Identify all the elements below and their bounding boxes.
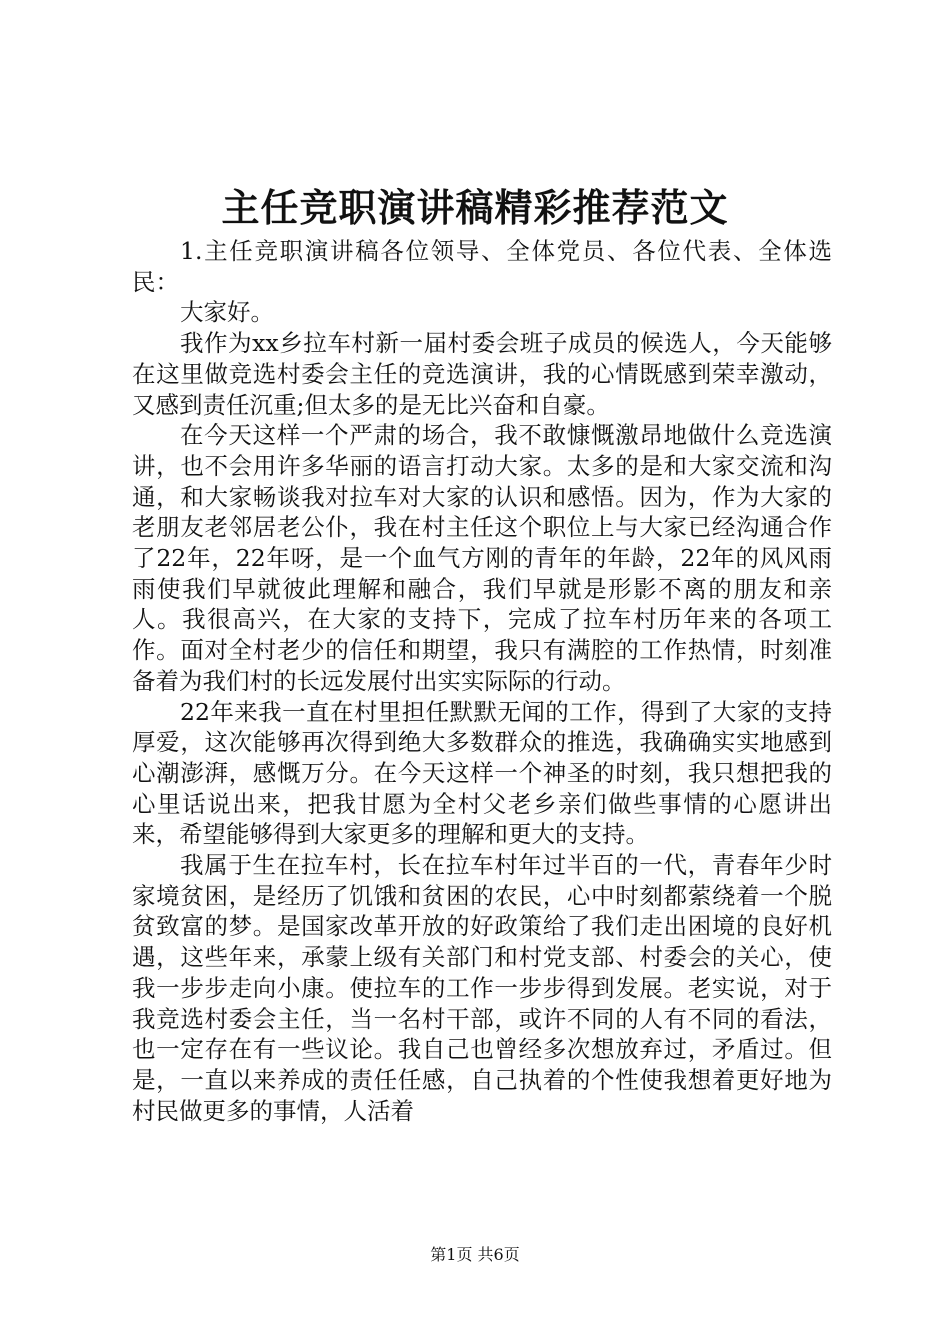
paragraph: 大家好。 xyxy=(180,298,274,327)
paragraph: 我作为xx乡拉车村新一届村委会班子成员的候选人，今天能够在这里做竞选村委会主任的竞选演讲，我的心情既感到荣幸激动，又感到责任沉重;但太多的是无比兴奋和自豪。 xyxy=(132,329,832,419)
paragraph: 22年来我一直在村里担任默默无闻的工作，得到了大家的支持厚爱，这次能够再次得到绝大多数群众的推选，我确确实实地感到心潮澎湃，感慨万分。在今天这样一个神圣的时刻，我只想把我的心里话说出来，把我甘愿为全村父老乡亲们做些事情的心愿讲出来，希望能够得到大家更多的理解和更大的支持。 xyxy=(132,697,832,849)
paragraph: 我属于生在拉车村，长在拉车村年过半百的一代，青春年少时家境贫困，是经历了饥饿和贫困的农民，心中时刻都萦绕着一个脱贫致富的梦。是国家改革开放的好政策给了我们走出困境的良好机遇，这些年来，承蒙上级有关部门和村党支部、村委会的关心，使我一步步走向小康。使拉车的工作一步步得到发展。老实说，对于我竞选村委会主任，当一名村干部，或许不同的人有不同的看法，也一定存在有一些议论。我自己也曾经多次想放弃过，矛盾过。但是，一直以来养成的责任任感，自己执着的个性使我想着更好地为村民做更多的事情，人活着 xyxy=(132,851,832,1125)
paragraph: 1.主任竞职演讲稿各位领导、全体党员、各位代表、全体选民： xyxy=(132,237,832,296)
page-footer: 第1页 共6页 xyxy=(430,1245,520,1264)
paragraph: 在今天这样一个严肃的场合，我不敢慷慨激昂地做什么竞选演讲，也不会用许多华丽的语言打动大家。太多的是和大家交流和沟通，和大家畅谈我对拉车对大家的认识和感悟。因为，作为大家的老朋友老邻居老公仆，我在村主任这个职位上与大家已经沟通合作了22年，22年呀，是一个血气方刚的青年的年龄，22年的风风雨雨使我们早就彼此理解和融合，我们早就是形影不离的朋友和亲人。我很高兴，在大家的支持下，完成了拉车村历年来的各项工作。面对全村老少的信任和期望，我只有满腔的工作热情，时刻准备着为我们村的长远发展付出实实际际的行动。 xyxy=(132,421,832,695)
document-body xyxy=(132,236,832,1126)
page-title: 主任竞职演讲稿精彩推荐范文 xyxy=(221,185,729,230)
